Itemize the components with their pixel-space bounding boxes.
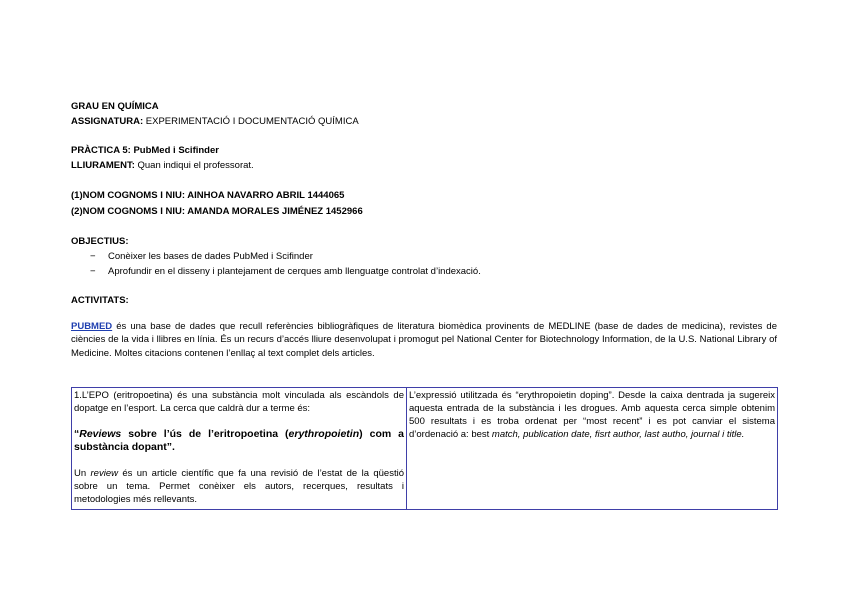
delivery-label: LLIURAMENT: bbox=[71, 160, 135, 171]
pubmed-paragraph bbox=[71, 320, 777, 360]
degree-title: GRAU EN QUÍMICA bbox=[71, 101, 159, 112]
objectives-heading: OBJECTIUS: bbox=[71, 236, 129, 247]
practice-title: PRÀCTICA 5: PubMed i Scifinder bbox=[71, 145, 219, 156]
bullet-dash-icon: − bbox=[90, 251, 96, 262]
bullet-dash-icon: − bbox=[90, 266, 96, 277]
query-term: erythropoietin bbox=[288, 428, 360, 440]
pubmed-link[interactable]: PUBMED bbox=[71, 321, 113, 332]
student-1: (1)NOM COGNOMS I NIU: AINHOA NAVARRO ABRIL 1444065 bbox=[71, 190, 345, 201]
activities-heading: ACTIVITATS: bbox=[71, 295, 129, 306]
delivery-value: Quan indiqui el professorat. bbox=[134, 160, 254, 171]
search-query: “Reviews sobre l’ús de l’eritropoetina (erythropoietin) com a substància dopant”. bbox=[74, 428, 404, 453]
review-definition: Un review és un article científic que fa una revisió de l’estat de la qüestió sobre un tema. Permet conèixer els autors, recerques, resultats i metodologies més rellevants. bbox=[74, 468, 404, 505]
question-cell bbox=[72, 388, 407, 509]
objective-item: Conèixer les bases de dades PubMed i Scifinder bbox=[108, 251, 313, 262]
pubmed-text: és una base de dades que recull referències bibliogràfiques de literatura biomèdica provinents de MEDLINE (base de dades de medicina), revistes de ciències de la vida i llibres en línia. És un recurs d’accés lliure desenvolupat i promogut pel National Center for Biotechnology Information, de la U.S. National Library of Medicine. Moltes citacions contenen l’enllaç al text complet dels articles. bbox=[71, 321, 777, 359]
subject-line bbox=[71, 116, 359, 128]
subject-value: EXPERIMENTACIÓ I DOCUMENTACIÓ QUÍMICA bbox=[143, 116, 359, 127]
answer-text: L’expressió utilitzada és “erythropoietin doping”. Desde la caixa dentrada ja sugereix aquesta entrada de la substància i les drogues. Amb aquesta cerca simple obtenim 500 resultats i es troba ordenat per “most recent” i es pot canviar el sistema d’ordenació a: best match, publication date, fisrt author, last autho, journal i title. bbox=[409, 390, 775, 440]
sort-options: match, publication date, fisrt author, last autho, journal i title. bbox=[491, 429, 745, 440]
question-table bbox=[71, 387, 778, 510]
student-2: (2)NOM COGNOMS I NIU: AMANDA MORALES JIMÉNEZ 1452966 bbox=[71, 206, 363, 217]
query-reviews: Reviews bbox=[79, 428, 122, 440]
question-intro: 1.L’EPO (eritropoetina) és una substància molt vinculada als escàndols de dopatge en l’esport. La cerca que caldrà dur a terme és: bbox=[74, 390, 404, 414]
objective-item: Aprofundir en el disseny i plantejament de cerques amb llenguatge controlat d’indexació. bbox=[108, 266, 481, 277]
subject-label: ASSIGNATURA: bbox=[71, 116, 144, 127]
answer-cell bbox=[407, 388, 777, 509]
delivery-line bbox=[71, 160, 254, 172]
